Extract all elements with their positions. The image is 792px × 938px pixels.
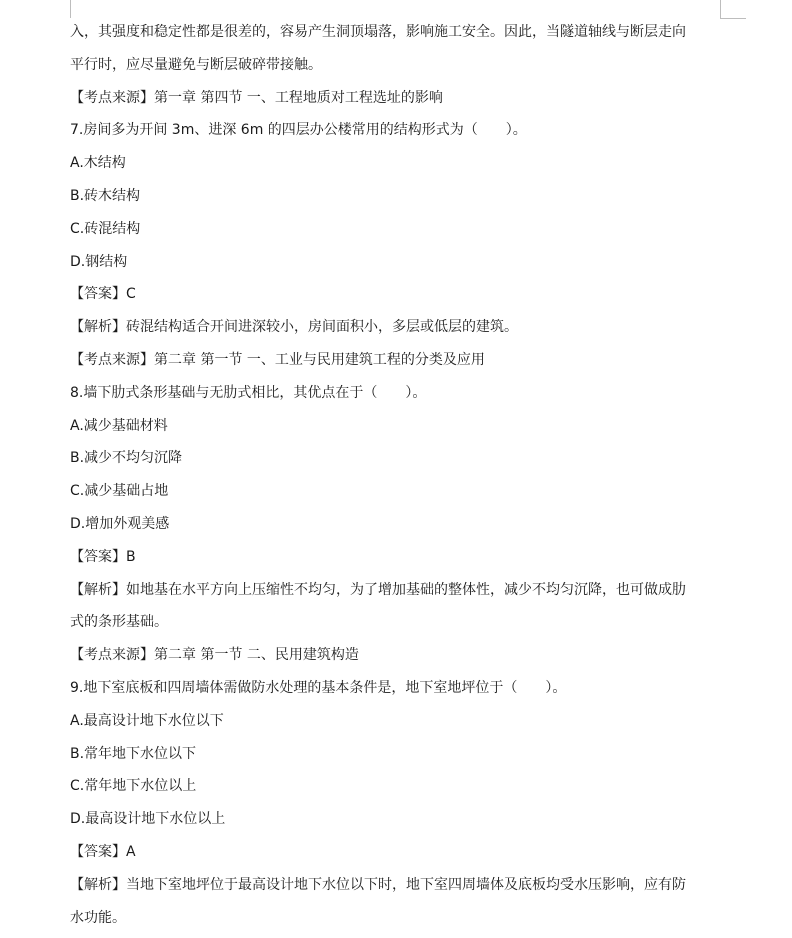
paragraph-line: 平行时，应尽量避免与断层破碎带接触。 [70, 56, 322, 73]
question-8-option-c: C.减少基础占地 [70, 483, 169, 500]
question-8-option-a: A.减少基础材料 [70, 417, 168, 434]
question-9-answer: 【答案】A [70, 843, 136, 860]
question-9-option-b: B.常年地下水位以下 [70, 745, 197, 762]
question-9-option-c: C.常年地下水位以上 [70, 778, 197, 795]
source-line: 【考点来源】第一章 第四节 一、工程地质对工程选址的影响 [70, 89, 443, 106]
question-8-answer: 【答案】B [70, 548, 136, 565]
question-8-source: 【考点来源】第二章 第一节 二、民用建筑构造 [70, 647, 359, 664]
paragraph-line: 入，其强度和稳定性都是很差的，容易产生洞顶塌落，影响施工安全。因此，当隧道轴线与断层走向 [70, 24, 686, 40]
document-body [70, 16, 725, 934]
question-8-analysis: 【解析】如地基在水平方向上压缩性不均匀，为了增加基础的整体性，减少不均匀沉降，也可做成肋 [70, 581, 686, 598]
question-9-stem: 9.地下室底板和四周墙体需做防水处理的基本条件是，地下室地坪位于（ ）。 [70, 679, 567, 696]
question-8-analysis-cont: 式的条形基础。 [70, 614, 168, 631]
question-7-stem: 7.房间多为开间 3m、进深 6m 的四层办公楼常用的结构形式为（ ）。 [70, 122, 527, 139]
question-9-option-d: D.最高设计地下水位以上 [70, 811, 226, 828]
question-7-option-c: C.砖混结构 [70, 220, 141, 237]
question-9-analysis: 【解析】当地下室地坪位于最高设计地下水位以下时，地下室四周墙体及底板均受水压影响，应有防 [70, 876, 686, 893]
question-7-source: 【考点来源】第二章 第一节 一、工业与民用建筑工程的分类及应用 [70, 351, 485, 368]
question-7-answer: 【答案】C [70, 286, 136, 303]
question-7-analysis: 【解析】砖混结构适合开间进深较小，房间面积小，多层或低层的建筑。 [70, 319, 518, 336]
question-8-stem: 8.墙下肋式条形基础与无肋式相比，其优点在于（ ）。 [70, 384, 427, 401]
question-9-analysis-cont: 水功能。 [70, 909, 126, 926]
question-8-option-d: D.增加外观美感 [70, 515, 170, 532]
question-8-option-b: B.减少不均匀沉降 [70, 450, 183, 467]
question-7-option-b: B.砖木结构 [70, 187, 141, 204]
question-9-option-a: A.最高设计地下水位以下 [70, 712, 224, 729]
question-7-option-a: A.木结构 [70, 155, 126, 172]
question-7-option-d: D.钢结构 [70, 253, 128, 270]
